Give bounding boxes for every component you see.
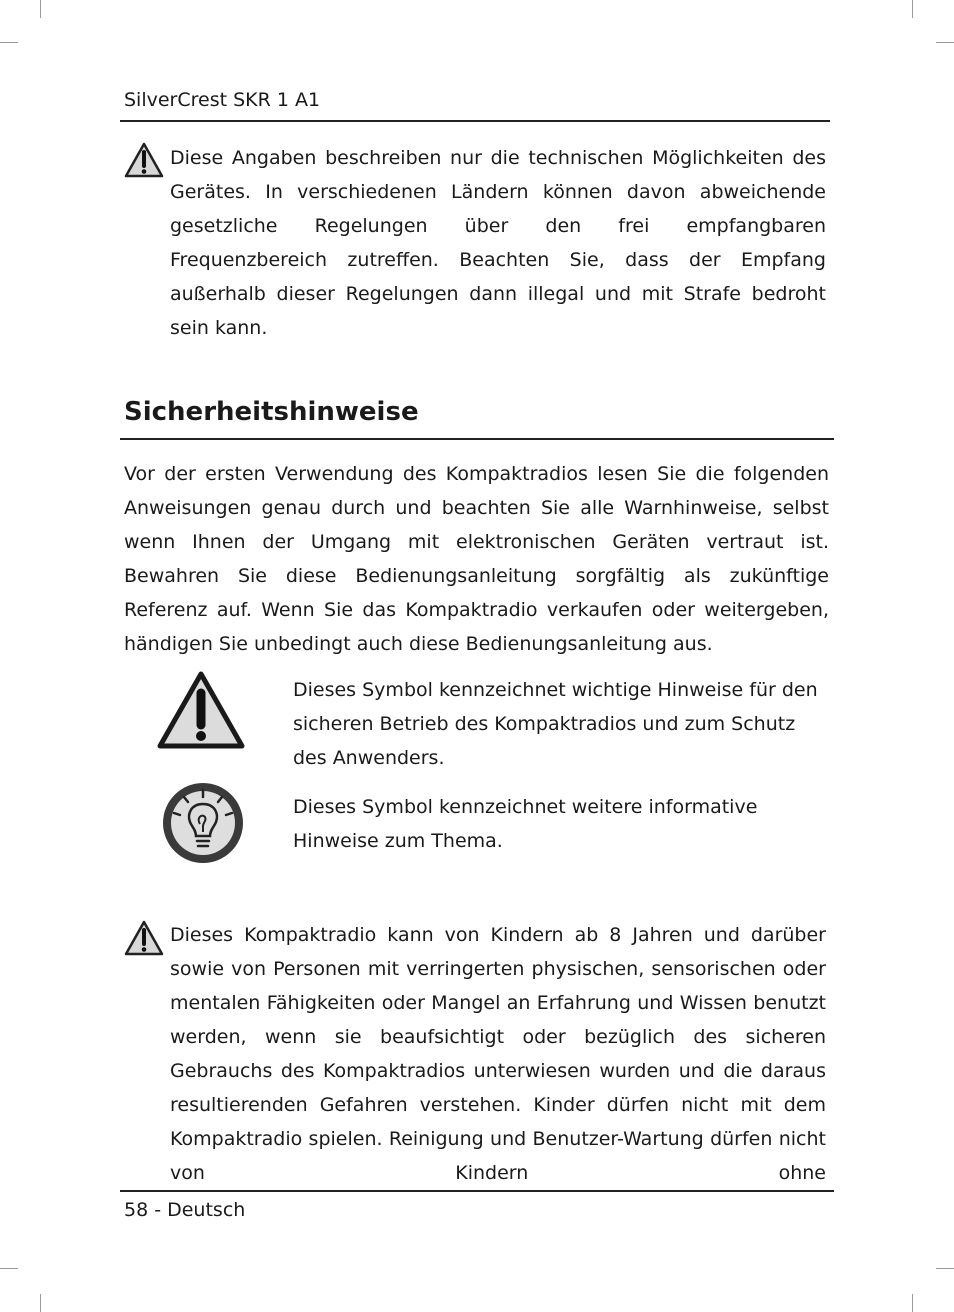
crop-mark — [936, 1268, 954, 1269]
warning-note: Dieses Kompaktradio kann von Kindern ab 8 Jahren und darüber sowie von Personen mit verringerten physischen, sensorischen oder mentalen Fähigkeiten oder Mangel an Erfahrung und Wissen benutzt werden, wenn sie beaufsichtigt oder bezüglich des sicheren Gebrauchs des Kompaktradios unterwiesen wurden und die daraus resultierenden Gefahren verstehen. Kinder dürfen nicht mit dem Kompaktradio spielen. Reinigung und Benutzer-Wartung dürfen nicht von Kindern ohne — [170, 924, 826, 1184]
header-rule — [120, 120, 830, 122]
crop-mark — [0, 42, 18, 43]
crop-mark — [40, 1294, 41, 1312]
page-header: SilverCrest SKR 1 A1 — [124, 89, 321, 111]
crop-mark — [40, 0, 41, 18]
lightbulb-icon — [160, 780, 246, 866]
section-heading: Sicherheitshinweise — [124, 397, 419, 427]
warning-triangle-icon — [157, 671, 245, 749]
crop-mark — [912, 1294, 913, 1312]
symbol-description: Dieses Symbol kennzeichnet weitere informative Hinweise zum Thema. — [293, 796, 758, 852]
intro-paragraph: Vor der ersten Verwendung des Kompaktradios lesen Sie die folgenden Anweisungen genau durch und beachten Sie alle Warnhinweise, selbst wenn Ihnen der Umgang mit elektronischen Geräten vertraut ist. Bewahren Sie diese Bedienungsanleitung sorgfältig als zukünftige Referenz auf. Wenn Sie das Kompaktradio verkaufen oder weitergeben, händigen Sie unbedingt auch diese Bedienungsanleitung aus. — [124, 463, 829, 655]
footer-rule — [120, 1190, 834, 1192]
crop-mark — [936, 42, 954, 43]
symbol-description: Dieses Symbol kennzeichnet wichtige Hinweise für den sicheren Betrieb des Kompaktradios und zum Schutz des Anwenders. — [293, 679, 818, 769]
warning-triangle-icon — [124, 920, 164, 956]
crop-mark — [0, 1268, 18, 1269]
warning-note: Diese Angaben beschreiben nur die technischen Möglichkeiten des Gerätes. In verschiedenen Ländern können davon abweichende gesetzliche Regelungen über den frei empfangbaren Frequenzbereich zutreffen. Beachten Sie, dass der Empfang außerhalb dieser Regelungen dann illegal und mit Strafe bedroht sein kann. — [170, 147, 826, 339]
crop-mark — [912, 0, 913, 18]
heading-rule — [120, 438, 834, 440]
warning-triangle-icon — [124, 142, 164, 178]
page-number: 58 - Deutsch — [124, 1199, 246, 1221]
